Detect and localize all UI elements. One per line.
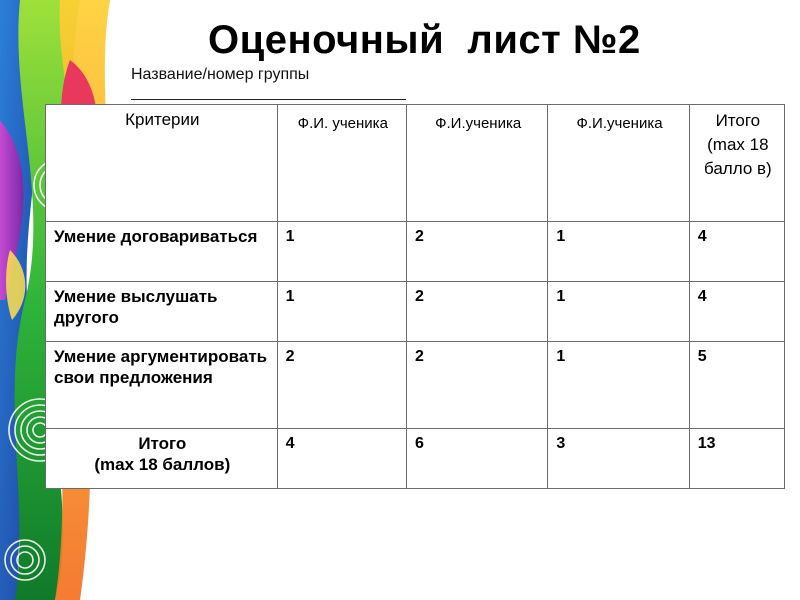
footer-score-cell: 6 — [406, 429, 547, 489]
score-cell: 2 — [406, 282, 547, 342]
total-cell: 4 — [689, 282, 784, 342]
header-criteria: Критерии — [46, 105, 278, 222]
table-header-row — [46, 105, 785, 222]
score-cell: 1 — [277, 222, 406, 282]
group-name-label — [131, 64, 491, 106]
score-cell: 2 — [406, 222, 547, 282]
score-cell: 1 — [548, 222, 689, 282]
header-student-1: Ф.И. ученика — [277, 105, 406, 222]
total-cell: 4 — [689, 222, 784, 282]
table-row — [46, 342, 785, 429]
header-student-3: Ф.И.ученика — [548, 105, 689, 222]
header-total: Итого (max 18 балло в) — [689, 105, 784, 222]
group-name-blank-line — [131, 86, 406, 100]
total-cell: 5 — [689, 342, 784, 429]
score-cell: 1 — [277, 282, 406, 342]
score-cell: 1 — [548, 282, 689, 342]
criterion-cell: Умение договариваться — [46, 222, 278, 282]
table-row — [46, 222, 785, 282]
score-cell: 2 — [406, 342, 547, 429]
footer-total-sublabel: (max 18 баллов) — [94, 455, 231, 474]
evaluation-table — [45, 104, 785, 489]
criterion-cell: Умение выслушать другого — [46, 282, 278, 342]
table-footer-row — [46, 429, 785, 489]
header-student-2: Ф.И.ученика — [406, 105, 547, 222]
footer-score-cell: 4 — [277, 429, 406, 489]
score-cell: 2 — [277, 342, 406, 429]
footer-grand-total-cell: 13 — [689, 429, 784, 489]
page-title: Оценочный лист №2 — [208, 18, 641, 62]
footer-total-label: Итого — [138, 434, 187, 453]
score-cell: 1 — [548, 342, 689, 429]
footer-score-cell: 3 — [548, 429, 689, 489]
group-name-text: Название/номер группы — [131, 66, 310, 83]
table-row — [46, 282, 785, 342]
footer-total-label-cell — [46, 429, 278, 489]
criterion-cell: Умение аргументировать свои предложения — [46, 342, 278, 429]
